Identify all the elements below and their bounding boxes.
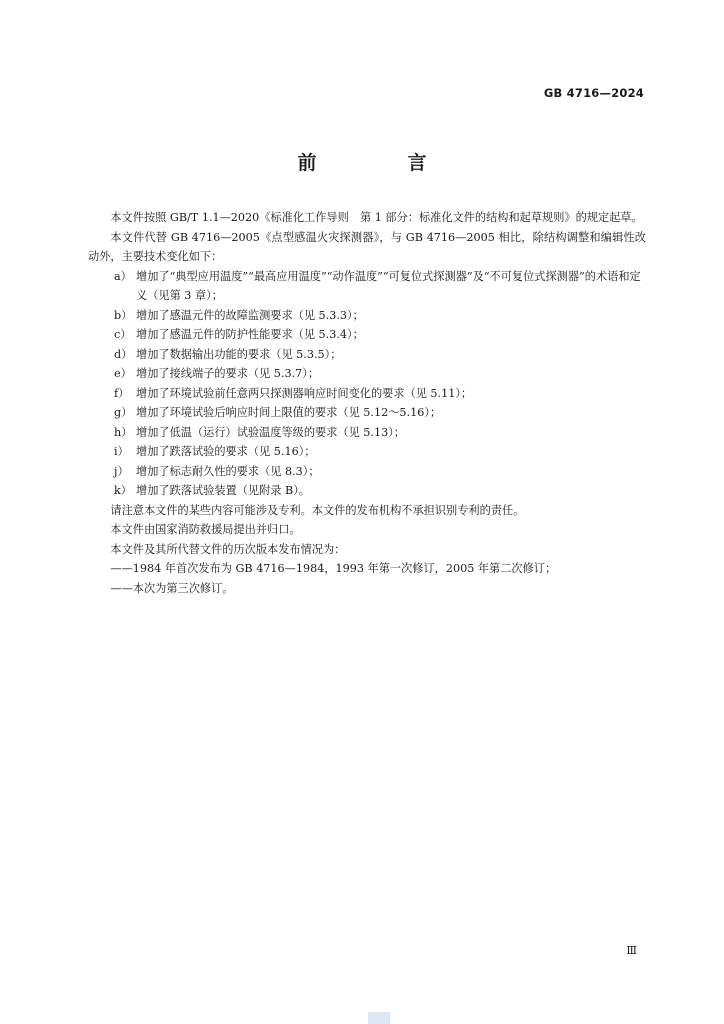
list-item-text: 增加了“典型应用温度”“最高应用温度”“动作温度”“可复位式探测器”及“不可复位式探测器”的术语和定义（见第 3 章）； — [136, 269, 641, 302]
list-item-text: 增加了环境试验前任意两只探测器响应时间变化的要求（见 5.11）； — [136, 386, 473, 400]
list-item — [88, 462, 646, 482]
list-marker: i） — [114, 445, 129, 458]
technical-changes-list — [88, 267, 646, 501]
history-item: ——1984 年首次发布为 GB 4716—1984，1993 年第一次修订，2005 年第二次修订； — [110, 562, 557, 575]
list-item — [88, 442, 646, 462]
paragraph-history-intro: 本文件及其所代替文件的历次版本发布情况为： — [110, 542, 346, 556]
list-item-text: 增加了接线端子的要求（见 5.3.7）； — [136, 367, 320, 380]
list-item-text: 增加了标志耐久性的要求（见 8.3）； — [136, 464, 320, 478]
list-item-text: 增加了数据输出功能的要求（见 5.3.5）； — [136, 347, 342, 361]
list-marker: a） — [114, 269, 132, 283]
list-item-text: 增加了跌落试验装置（见附录 B）。 — [136, 484, 310, 497]
watermark-logo — [368, 1012, 390, 1024]
list-item-text: 增加了感温元件的故障监测要求（见 5.3.3）； — [136, 308, 364, 322]
list-marker: e） — [114, 367, 132, 380]
standard-code: GB 4716—2024 — [543, 86, 644, 100]
list-item-text: 增加了低温（运行）试验温度等级的要求（见 5.13）； — [136, 425, 405, 439]
list-item-text: 增加了感温元件的防护性能要求（见 5.3.4）； — [136, 328, 364, 341]
page-title: 前 言 — [297, 152, 463, 174]
list-item — [88, 325, 646, 345]
list-marker: g） — [114, 406, 133, 419]
paragraph-patent-notice: 请注意本文件的某些内容可能涉及专利。本文件的发布机构不承担识别专利的责任。 — [110, 503, 525, 517]
list-marker: b） — [114, 308, 133, 322]
list-item — [88, 481, 646, 501]
list-item-text: 增加了跌落试验的要求（见 5.16）； — [136, 445, 316, 458]
foreword-body — [88, 208, 646, 598]
page-number: Ⅲ — [626, 944, 637, 957]
list-marker: f） — [114, 386, 130, 400]
list-item — [88, 267, 646, 306]
list-marker: d） — [114, 347, 133, 361]
list-marker: k） — [114, 484, 132, 497]
list-item-text: 增加了环境试验后响应时间上限值的要求（见 5.12～5.16）； — [136, 406, 442, 419]
list-item — [88, 403, 646, 423]
paragraph-proposer: 本文件由国家消防救援局提出并归口。 — [110, 523, 301, 536]
list-item — [88, 384, 646, 404]
paragraph-replacement: 本文件代替 GB 4716—2005《点型感温火灾探测器》，与 GB 4716—2005 相比，除结构调整和编辑性改动外，主要技术变化如下： — [88, 230, 646, 263]
list-marker: h） — [114, 425, 133, 439]
list-item — [88, 345, 646, 365]
list-item — [88, 364, 646, 384]
history-item: ——本次为第三次修订。 — [110, 581, 234, 595]
list-marker: c） — [114, 328, 132, 341]
list-item — [88, 423, 646, 443]
paragraph-drafting-rules: 本文件按照 GB/T 1.1—2020《标准化工作导则 第 1 部分：标准化文件的结构和起草规则》的规定起草。 — [110, 211, 643, 224]
list-item — [88, 306, 646, 326]
list-marker: j） — [114, 464, 129, 478]
